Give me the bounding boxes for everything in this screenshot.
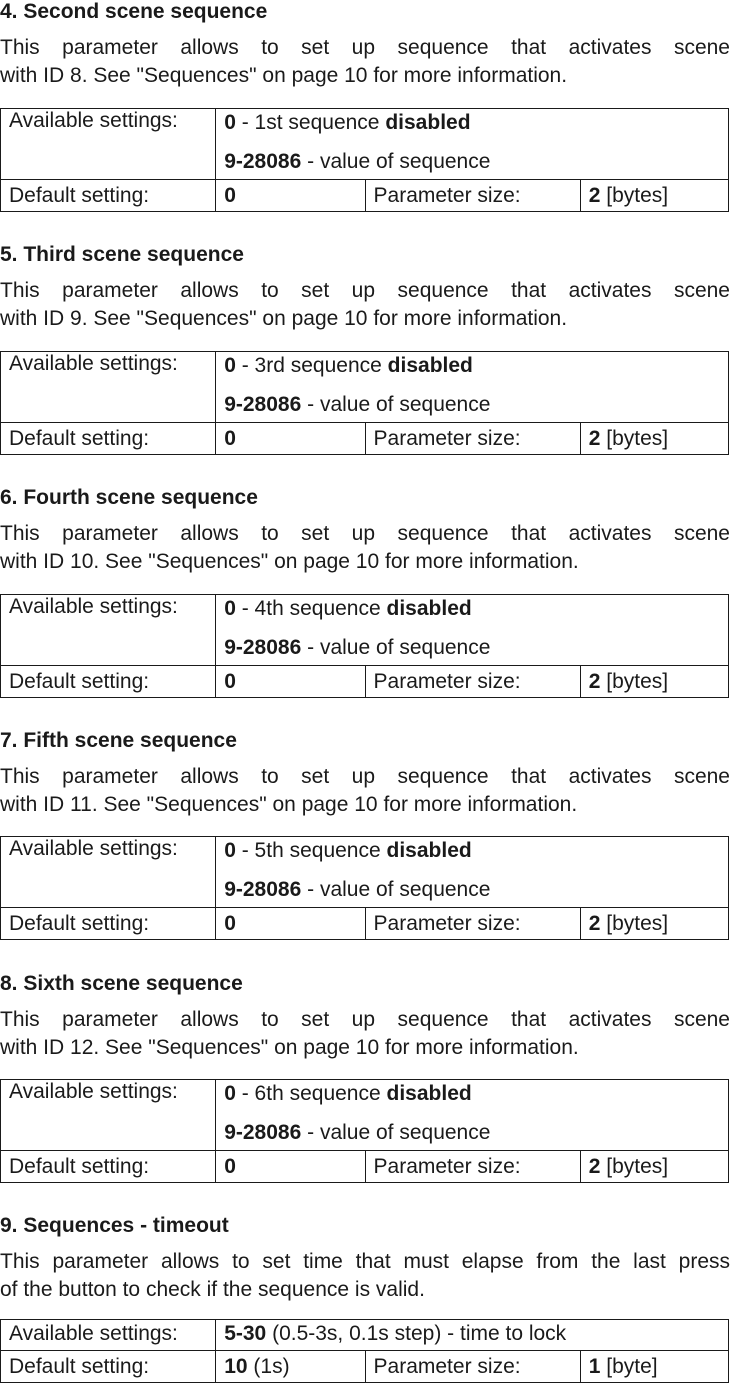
available-settings-label: Available settings:	[1, 1320, 216, 1351]
settings-table	[0, 351, 729, 455]
option-disabled	[224, 837, 720, 865]
description-line: This parameter allows to set up sequence that activates scene	[0, 36, 730, 59]
parameter-size-label: Parameter size:	[365, 666, 580, 698]
default-setting-value	[216, 908, 365, 940]
description-line: This parameter allows to set up sequence that activates scene	[0, 522, 730, 545]
size-unit: [bytes]	[606, 1155, 669, 1178]
settings-table	[0, 1319, 729, 1383]
option-text: - value of sequence	[307, 150, 491, 173]
default-setting-value	[216, 423, 365, 455]
option-text: - 3rd sequence	[241, 354, 382, 377]
available-settings-label: Available settings:	[1, 595, 216, 666]
available-settings-values	[216, 595, 729, 666]
param-description	[0, 1006, 730, 1062]
parameter-size-label: Parameter size:	[365, 180, 580, 212]
default-setting-label: Default setting:	[1, 423, 216, 455]
parameter-size-label: Parameter size:	[365, 908, 580, 940]
option-bold-text: disabled	[386, 1082, 472, 1105]
param-description	[0, 520, 730, 576]
description-line: with ID 11. See "Sequences" on page 10 for more information.	[0, 793, 578, 816]
param-title: 8. Sixth scene sequence	[0, 972, 243, 995]
default-setting-label: Default setting:	[1, 1151, 216, 1183]
default-value: 0	[224, 427, 236, 450]
option-value: 0	[224, 111, 236, 134]
option-bold-text: disabled	[385, 111, 471, 134]
param-title: 6. Fourth scene sequence	[0, 486, 258, 509]
description-line: with ID 8. See "Sequences" on page 10 for more information.	[0, 64, 568, 87]
default-setting-label: Default setting:	[1, 908, 216, 940]
available-settings-values	[216, 1320, 729, 1351]
description-line: This parameter allows to set up sequence that activates scene	[0, 1008, 730, 1031]
parameter-size-label: Parameter size:	[365, 423, 580, 455]
default-value: 0	[224, 670, 236, 693]
option-disabled	[224, 595, 720, 623]
option-text: - value of sequence	[307, 878, 491, 901]
size-unit: [bytes]	[606, 184, 669, 207]
option-text: (0.5-3s, 0.1s step) - time to lock	[272, 1322, 567, 1345]
available-settings-values	[216, 1080, 729, 1151]
option-text: - 5th sequence	[241, 839, 381, 862]
size-value: 2	[588, 427, 601, 450]
description-line: of the button to check if the sequence is valid.	[0, 1278, 425, 1301]
default-setting-label: Default setting:	[1, 1351, 216, 1383]
option-value: 9-28086	[224, 393, 302, 416]
default-setting-value	[216, 1151, 365, 1183]
option-value: 9-28086	[224, 636, 302, 659]
option-range	[224, 634, 720, 662]
size-value: 2	[588, 912, 601, 935]
option-text: - value of sequence	[307, 393, 491, 416]
parameter-size-value	[580, 1151, 728, 1183]
default-setting-value	[216, 666, 365, 698]
available-settings-values	[216, 837, 729, 908]
option-value: 0	[224, 354, 236, 377]
description-line: This parameter allows to set time that must elapse from the last press	[0, 1250, 730, 1273]
default-value: 10	[224, 1355, 248, 1378]
param-description	[0, 1248, 730, 1304]
parameter-size-value	[580, 180, 728, 212]
parameter-size-label: Parameter size:	[365, 1151, 580, 1183]
available-settings-label: Available settings:	[1, 109, 216, 180]
param-description	[0, 34, 730, 90]
default-value: 0	[224, 912, 236, 935]
description-line: with ID 10. See "Sequences" on page 10 for more information.	[0, 550, 579, 573]
parameter-size-value	[580, 1351, 728, 1383]
size-unit: [bytes]	[606, 670, 669, 693]
parameter-size-value	[580, 908, 728, 940]
settings-table	[0, 594, 729, 698]
default-setting-value	[216, 180, 365, 212]
default-setting-label: Default setting:	[1, 180, 216, 212]
size-unit: [bytes]	[606, 912, 669, 935]
size-unit: [byte]	[606, 1355, 658, 1378]
description-line: with ID 12. See "Sequences" on page 10 for more information.	[0, 1036, 579, 1059]
param-title: 7. Fifth scene sequence	[0, 729, 237, 752]
option-range	[224, 148, 720, 176]
param-title: 4. Second scene sequence	[0, 0, 268, 23]
size-value: 1	[588, 1355, 601, 1378]
option-value: 9-28086	[224, 1121, 302, 1144]
available-settings-label: Available settings:	[1, 352, 216, 423]
available-settings-label: Available settings:	[1, 1080, 216, 1151]
settings-table	[0, 1079, 729, 1183]
available-settings-values	[216, 352, 729, 423]
settings-table	[0, 836, 729, 940]
description-line: with ID 9. See "Sequences" on page 10 for more information.	[0, 307, 568, 330]
option-bold-text: disabled	[386, 597, 472, 620]
option-value: 0	[224, 839, 236, 862]
option-value: 5-30	[224, 1322, 267, 1345]
size-value: 2	[588, 1155, 601, 1178]
option-bold-text: disabled	[387, 354, 473, 377]
description-line: This parameter allows to set up sequence that activates scene	[0, 279, 730, 302]
option-text: - 4th sequence	[241, 597, 381, 620]
default-setting-value	[216, 1351, 365, 1383]
option-text: - 1st sequence	[241, 111, 380, 134]
parameter-size-label: Parameter size:	[365, 1351, 580, 1383]
default-value: 0	[224, 1155, 236, 1178]
parameter-size-value	[580, 423, 728, 455]
parameter-size-value	[580, 666, 728, 698]
option-range	[224, 391, 720, 419]
option-disabled	[224, 109, 720, 137]
param-description	[0, 277, 730, 333]
option-value: 9-28086	[224, 150, 302, 173]
settings-table	[0, 108, 729, 212]
option-range	[224, 1119, 720, 1147]
option-value: 0	[224, 1082, 236, 1105]
available-settings-label: Available settings:	[1, 837, 216, 908]
default-text: (1s)	[253, 1355, 290, 1378]
param-description	[0, 763, 730, 819]
description-line: This parameter allows to set up sequence that activates scene	[0, 765, 730, 788]
option-disabled	[224, 1080, 720, 1108]
option-value: 0	[224, 597, 236, 620]
param-title: 5. Third scene sequence	[0, 243, 244, 266]
option-text: - 6th sequence	[241, 1082, 381, 1105]
option-disabled	[224, 352, 720, 380]
option-bold-text: disabled	[386, 839, 472, 862]
size-value: 2	[588, 670, 601, 693]
default-value: 0	[224, 184, 236, 207]
size-unit: [bytes]	[606, 427, 669, 450]
option-range	[224, 876, 720, 904]
default-setting-label: Default setting:	[1, 666, 216, 698]
available-settings-values	[216, 109, 729, 180]
size-value: 2	[588, 184, 601, 207]
option-text: - value of sequence	[307, 636, 491, 659]
param-title: 9. Sequences - timeout	[0, 1214, 229, 1237]
option-text: - value of sequence	[307, 1121, 491, 1144]
option-value: 9-28086	[224, 878, 302, 901]
